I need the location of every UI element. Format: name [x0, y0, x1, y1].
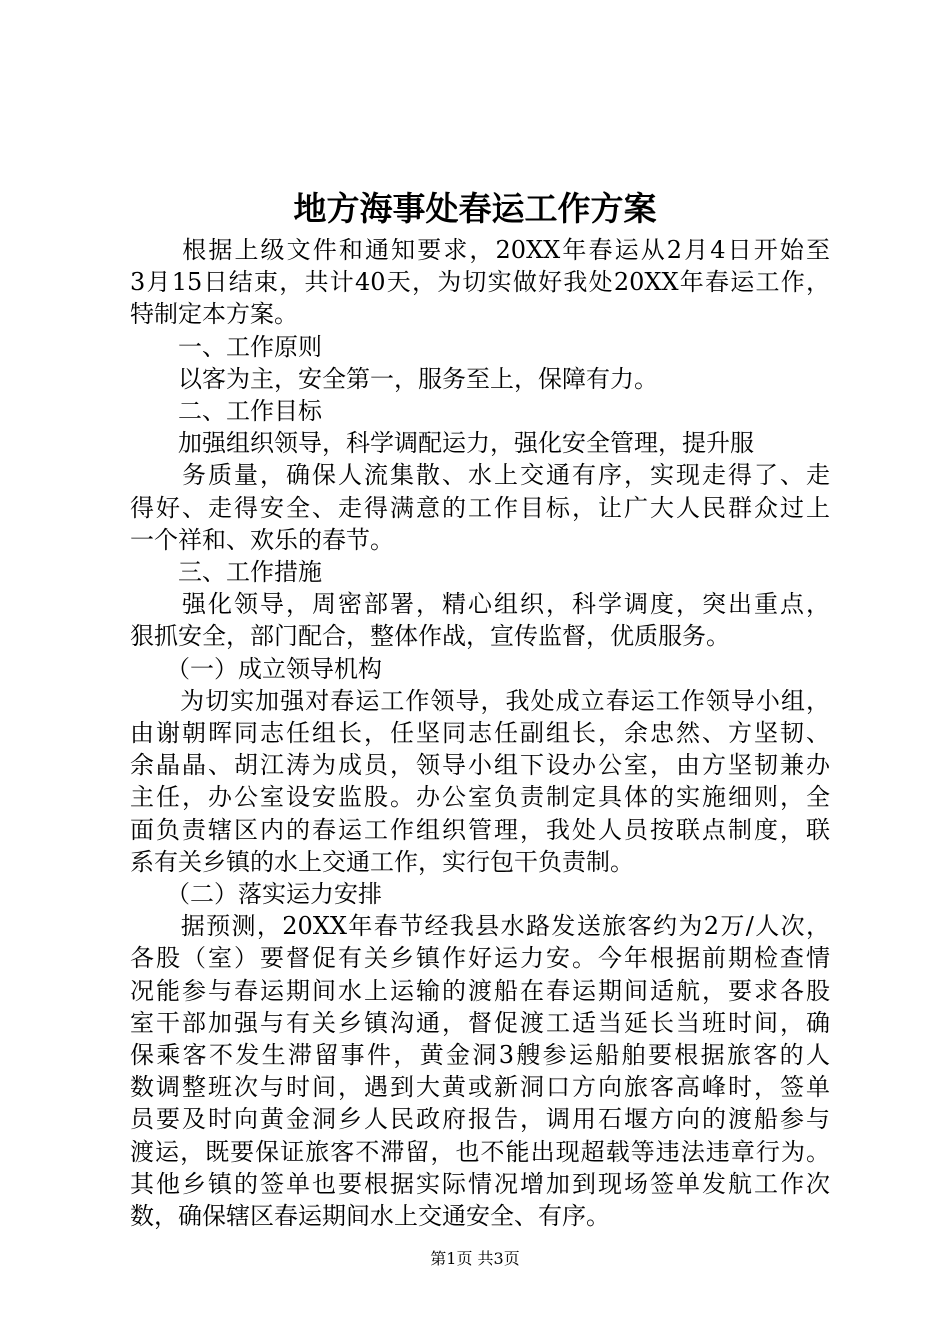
body-line: （一）成立领导机构: [130, 655, 382, 683]
body-line: 为切实加强对春运工作领导，我处成立春运工作领导小组，: [130, 687, 830, 715]
body-line: 以客为主，安全第一，服务至上，保障有力。: [130, 365, 658, 393]
body-line: 其他乡镇的签单也要根据实际情况增加到现场签单发航工作次: [130, 1170, 830, 1198]
body-line: 得好、走得安全、走得满意的工作目标，让广大人民群众过上: [130, 494, 830, 522]
body-line: 务质量，确保人流集散、水上交通有序，实现走得了、走: [130, 461, 830, 489]
body-line: （二）落实运力安排: [130, 880, 382, 908]
page-footer: 第1页 共3页: [430, 1249, 520, 1268]
body-line: 狠抓安全，部门配合，整体作战，宣传监督，优质服务。: [130, 622, 730, 650]
body-line: 系有关乡镇的水上交通工作，实行包干负责制。: [130, 848, 634, 876]
body-line: 况能参与春运期间水上运输的渡船在春运期间适航，要求各股: [130, 977, 830, 1005]
body-line: 保乘客不发生滞留事件，黄金洞3艘参运船舶要根据旅客的人: [130, 1041, 830, 1069]
body-line: 一个祥和、欢乐的春节。: [130, 526, 394, 554]
body-line: 据预测，20XX年春节经我县水路发送旅客约为2万/人次，: [130, 912, 830, 940]
body-line: 加强组织领导，科学调配运力，强化安全管理，提升服: [130, 429, 754, 457]
body-line: 三、工作措施: [130, 558, 322, 586]
body-line: 特制定本方案。: [130, 300, 298, 328]
body-line: 主任，办公室设安监股。办公室负责制定具体的实施细则，全: [130, 783, 830, 811]
body-line: 员要及时向黄金洞乡人民政府报告，调用石堰方向的渡船参与: [130, 1105, 830, 1133]
body-line: 3月15日结束，共计40天，为切实做好我处20XX年春运工作，: [130, 268, 830, 296]
body-line: 各股（室）要督促有关乡镇作好运力安。今年根据前期检查情: [130, 944, 830, 972]
body-line: 渡运，既要保证旅客不滞留，也不能出现超载等违法违章行为。: [130, 1138, 830, 1166]
body-line: 二、工作目标: [130, 397, 322, 425]
body-line: 数，确保辖区春运期间水上交通安全、有序。: [130, 1202, 610, 1230]
body-line: 一、工作原则: [130, 333, 322, 361]
body-line: 面负责辖区内的春运工作组织管理，我处人员按联点制度，联: [130, 816, 830, 844]
body-line: 室干部加强与有关乡镇沟通，督促渡工适当延长当班时间，确: [130, 1009, 830, 1037]
body-line: 根据上级文件和通知要求，20XX年春运从2月4日开始至: [130, 236, 830, 264]
document-title: 地方海事处春运工作方案: [293, 189, 657, 228]
body-line: 余晶晶、胡江涛为成员，领导小组下设办公室，由方坚韧兼办: [130, 751, 830, 779]
body-line: 强化领导，周密部署，精心组织，科学调度，突出重点，: [130, 590, 830, 618]
body-line: 数调整班次与时间，遇到大黄或新洞口方向旅客高峰时，签单: [130, 1073, 830, 1101]
body-line: 由谢朝晖同志任组长，任坚同志任副组长，余忠然、方坚韧、: [130, 719, 830, 747]
